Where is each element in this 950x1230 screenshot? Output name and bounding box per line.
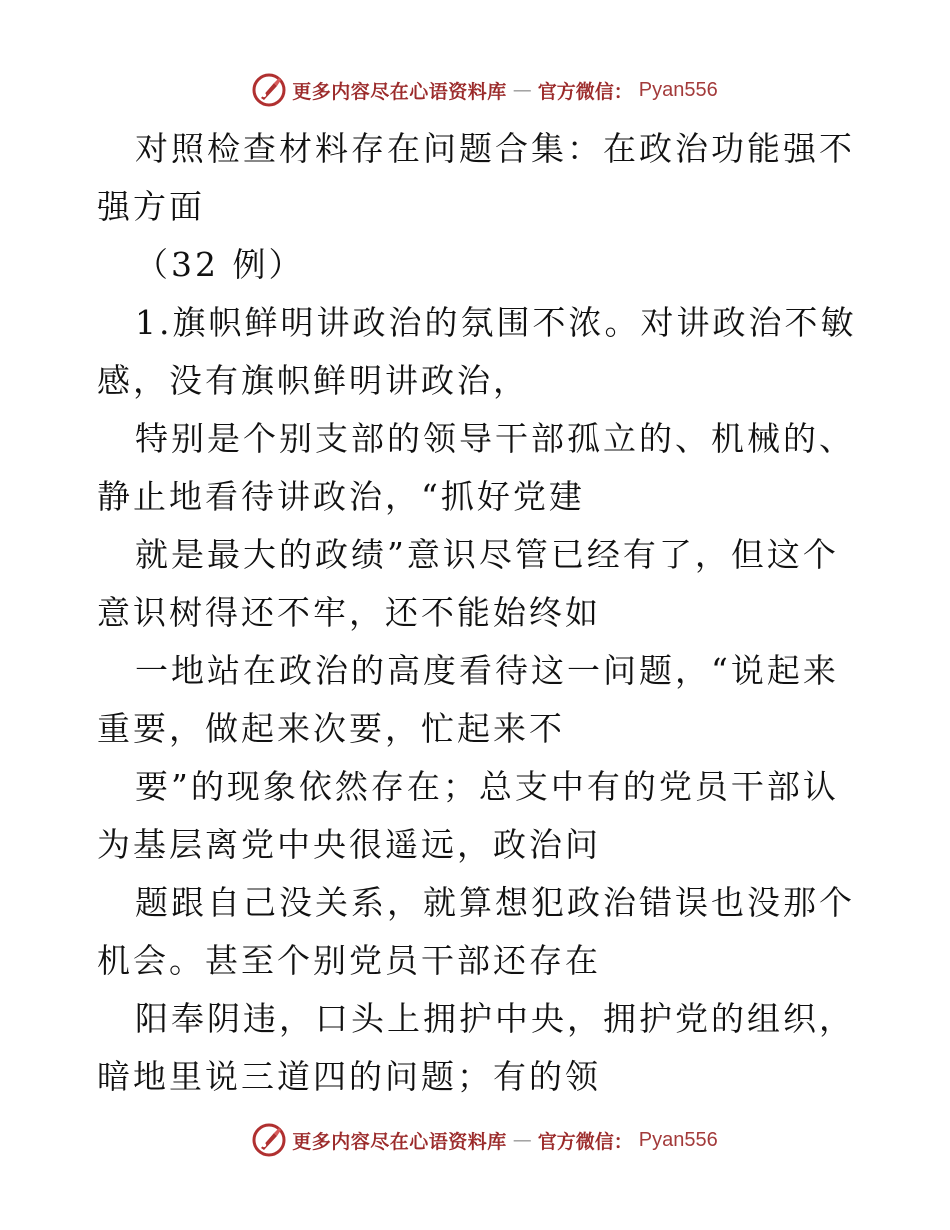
header-banner-inner <box>252 73 718 107</box>
document-title: 对照检查材料存在问题合集：在政治功能强不强方面 <box>97 129 855 226</box>
banner-slogan: 更多内容尽在心语资料库 <box>292 1130 507 1153</box>
body-paragraph: 一地站在政治的高度看待这一问题，“说起来重要，做起来次要，忙起来不 <box>97 651 839 748</box>
body-paragraph: 就是最大的政绩”意识尽管已经有了，但这个意识树得还不牢，还不能始终如 <box>97 535 839 632</box>
case-count: （32 例） <box>135 245 305 284</box>
banner-separator: — <box>512 79 532 101</box>
body-paragraph: 阳奉阴违，口头上拥护中央，拥护党的组织，暗地里说三道四的问题；有的领 <box>97 999 855 1096</box>
quill-logo-icon <box>252 1123 286 1157</box>
banner-wechat-id: Pyan556 <box>638 78 718 101</box>
banner-separator: — <box>512 1129 532 1151</box>
banner-wechat-id: Pyan556 <box>638 1128 718 1151</box>
document-body <box>97 120 857 1106</box>
body-paragraph: 1.旗帜鲜明讲政治的氛围不浓。对讲政治不敏感，没有旗帜鲜明讲政治， <box>97 303 857 400</box>
banner-official-label: 官方微信： <box>537 80 633 103</box>
body-paragraph: 特别是个别支部的领导干部孤立的、机械的、静止地看待讲政治，“抓好党建 <box>97 419 855 516</box>
footer-banner <box>0 1120 950 1160</box>
banner-official-label: 官方微信： <box>537 1130 633 1153</box>
header-banner <box>0 70 950 110</box>
banner-slogan: 更多内容尽在心语资料库 <box>292 80 507 103</box>
body-paragraph: 要”的现象依然存在；总支中有的党员干部认为基层离党中央很遥远，政治问 <box>97 767 839 864</box>
footer-banner-inner <box>252 1123 718 1157</box>
body-paragraph: 题跟自己没关系，就算想犯政治错误也没那个机会。甚至个别党员干部还存在 <box>97 883 855 980</box>
quill-logo-icon <box>252 73 286 107</box>
